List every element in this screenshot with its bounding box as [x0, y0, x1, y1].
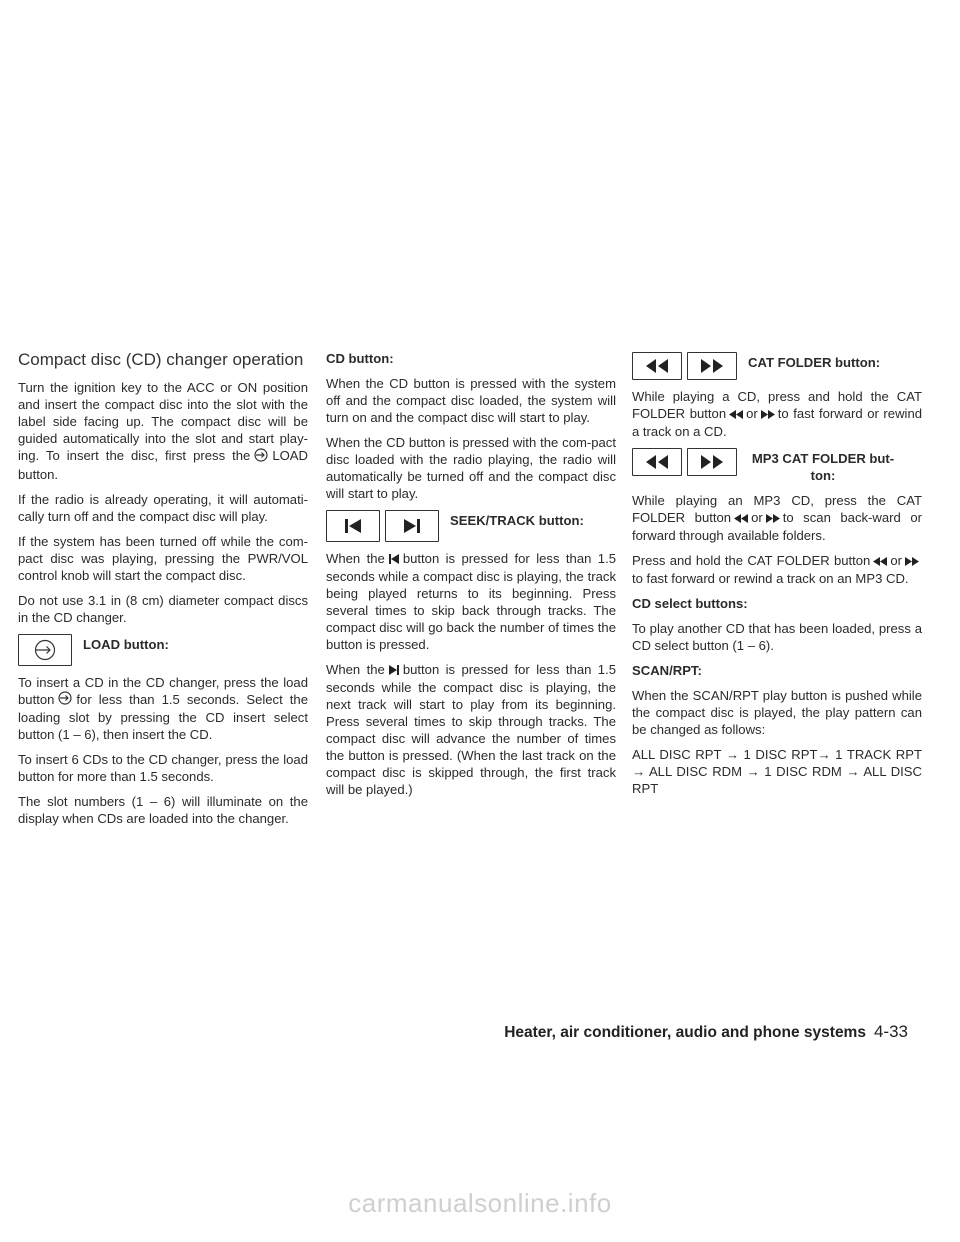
- text: When the: [326, 551, 385, 566]
- select-heading: CD select buttons:: [632, 596, 748, 612]
- rewind-icon: [873, 553, 887, 570]
- paragraph: [632, 492, 922, 544]
- text: to fast forward or rewind a track on a CD.: [632, 406, 923, 440]
- paragraph: When the CD button is pressed with the com-pact disc loaded with the radio playing, the radio will automatically be turned off and the compact disc will start to play.: [326, 435, 616, 501]
- paragraph: [18, 674, 308, 744]
- rewind-icon: [632, 352, 682, 380]
- fast-forward-icon: [761, 406, 775, 423]
- text: to scan back-ward or forward through available folders.: [632, 510, 922, 544]
- load-icon: [18, 634, 72, 666]
- load-heading: LOAD button:: [83, 636, 169, 652]
- skip-forward-icon: [388, 662, 400, 679]
- text: To insert a CD in the CD changer, press the load button: [18, 674, 308, 707]
- page-number: 4-33: [873, 1022, 908, 1041]
- text: button is pressed for less than 1.5 seconds while the compact disc is playing, the next track will start to play from its beginning. Press several times to skip through tracks. The compact disc will advance the number of times the button is pressed. (When the last track on the compact disc is skipped through, the first track will be played.): [326, 662, 616, 798]
- paragraph: [18, 379, 308, 483]
- text: or: [746, 406, 758, 421]
- paragraph: To insert 6 CDs to the CD changer, press the load button for more than 1.5 seconds.: [18, 752, 308, 785]
- paragraph: [632, 552, 922, 587]
- paragraph: To play another CD that has been loaded, press a CD select button (1 – 6).: [632, 621, 922, 654]
- footer-section-title: Heater, air conditioner, audio and phone systems: [504, 1024, 866, 1041]
- fast-forward-icon: [687, 448, 737, 476]
- load-icon: [253, 448, 269, 466]
- scan-heading: SCAN/RPT:: [632, 663, 702, 679]
- middle-column: [326, 350, 616, 806]
- skip-forward-icon: [385, 510, 439, 542]
- seek-track-heading: [326, 510, 616, 542]
- text: button is pressed for less than 1.5 seconds while a compact disc is playing, the track being played returns to its beginning. Press several times to skip back through tracks. The compact disc will go back the number of times the button is pressed.: [326, 551, 616, 653]
- page-footer: [18, 1022, 908, 1042]
- cat-folder-heading: [632, 352, 922, 380]
- paragraph: If the radio is already operating, it will automati-cally turn off and the compact disc will play.: [18, 491, 308, 524]
- mp3-heading: MP3 CAT FOLDER but-ton:: [751, 451, 895, 484]
- text: While playing an MP3 CD, press the CAT FOLDER button: [632, 493, 922, 526]
- cat-heading: CAT FOLDER button:: [748, 355, 881, 370]
- text: to fast forward or rewind a track on an MP3 CD.: [632, 571, 909, 587]
- paragraph: ALL DISC RPT → 1 DISC RPT→ 1 TRACK RPT → ALL DISC RDM → 1 DISC RDM → ALL DISC RPT: [632, 747, 922, 797]
- text: or: [890, 553, 902, 569]
- fast-forward-icon: [766, 510, 780, 527]
- text: While playing a CD, press and hold the CAT FOLDER button: [632, 389, 922, 421]
- load-icon: [57, 691, 73, 709]
- seek-heading: SEEK/TRACK button:: [450, 513, 584, 528]
- text: or: [751, 510, 763, 526]
- rewind-icon: [734, 510, 748, 527]
- rewind-icon: [729, 406, 743, 423]
- mp3-cat-folder-heading: [632, 448, 922, 484]
- text: Press and hold the CAT FOLDER button: [632, 553, 871, 569]
- paragraph: When the SCAN/RPT play button is pushed while the compact disc is played, the play pattern can be changed as follows:: [632, 688, 922, 738]
- text: When the: [326, 662, 385, 678]
- load-button-heading: [18, 634, 308, 666]
- cd-heading: CD button:: [326, 351, 394, 366]
- text: LOAD button.: [18, 448, 308, 482]
- paragraph: [326, 661, 616, 798]
- watermark: carmanualsonline.info: [348, 1188, 612, 1218]
- paragraph: Do not use 3.1 in (8 cm) diameter compact discs in the CD changer.: [18, 592, 308, 625]
- skip-back-icon: [388, 551, 400, 568]
- skip-back-icon: [326, 510, 380, 542]
- fast-forward-icon: [905, 553, 919, 570]
- section-title: Compact disc (CD) changer operation: [18, 350, 304, 369]
- fast-forward-icon: [687, 352, 737, 380]
- rewind-icon: [632, 448, 682, 476]
- right-column: [632, 350, 922, 805]
- paragraph: When the CD button is pressed with the system off and the compact disc loaded, the system will turn on and the compact disc will start to play.: [326, 376, 616, 425]
- text: for less than 1.5 seconds. Select the loading slot by pressing the CD insert select button (1 – 6), then insert the CD.: [18, 691, 308, 743]
- paragraph: [632, 388, 922, 440]
- paragraph: If the system has been turned off while the com-pact disc was playing, pressing the PWR/VOL control knob will start the compact disc.: [18, 533, 308, 583]
- paragraph: The slot numbers (1 – 6) will illuminate on the display when CDs are loaded into the changer.: [18, 794, 308, 827]
- paragraph: [326, 550, 616, 653]
- text: Turn the ignition key to the ACC or ON position and insert the compact disc into the slot with the label side facing up. The compact disc will be guided automatically into the slot and start play-ing. To insert the disc, first press the: [18, 380, 308, 463]
- left-column: [18, 350, 308, 835]
